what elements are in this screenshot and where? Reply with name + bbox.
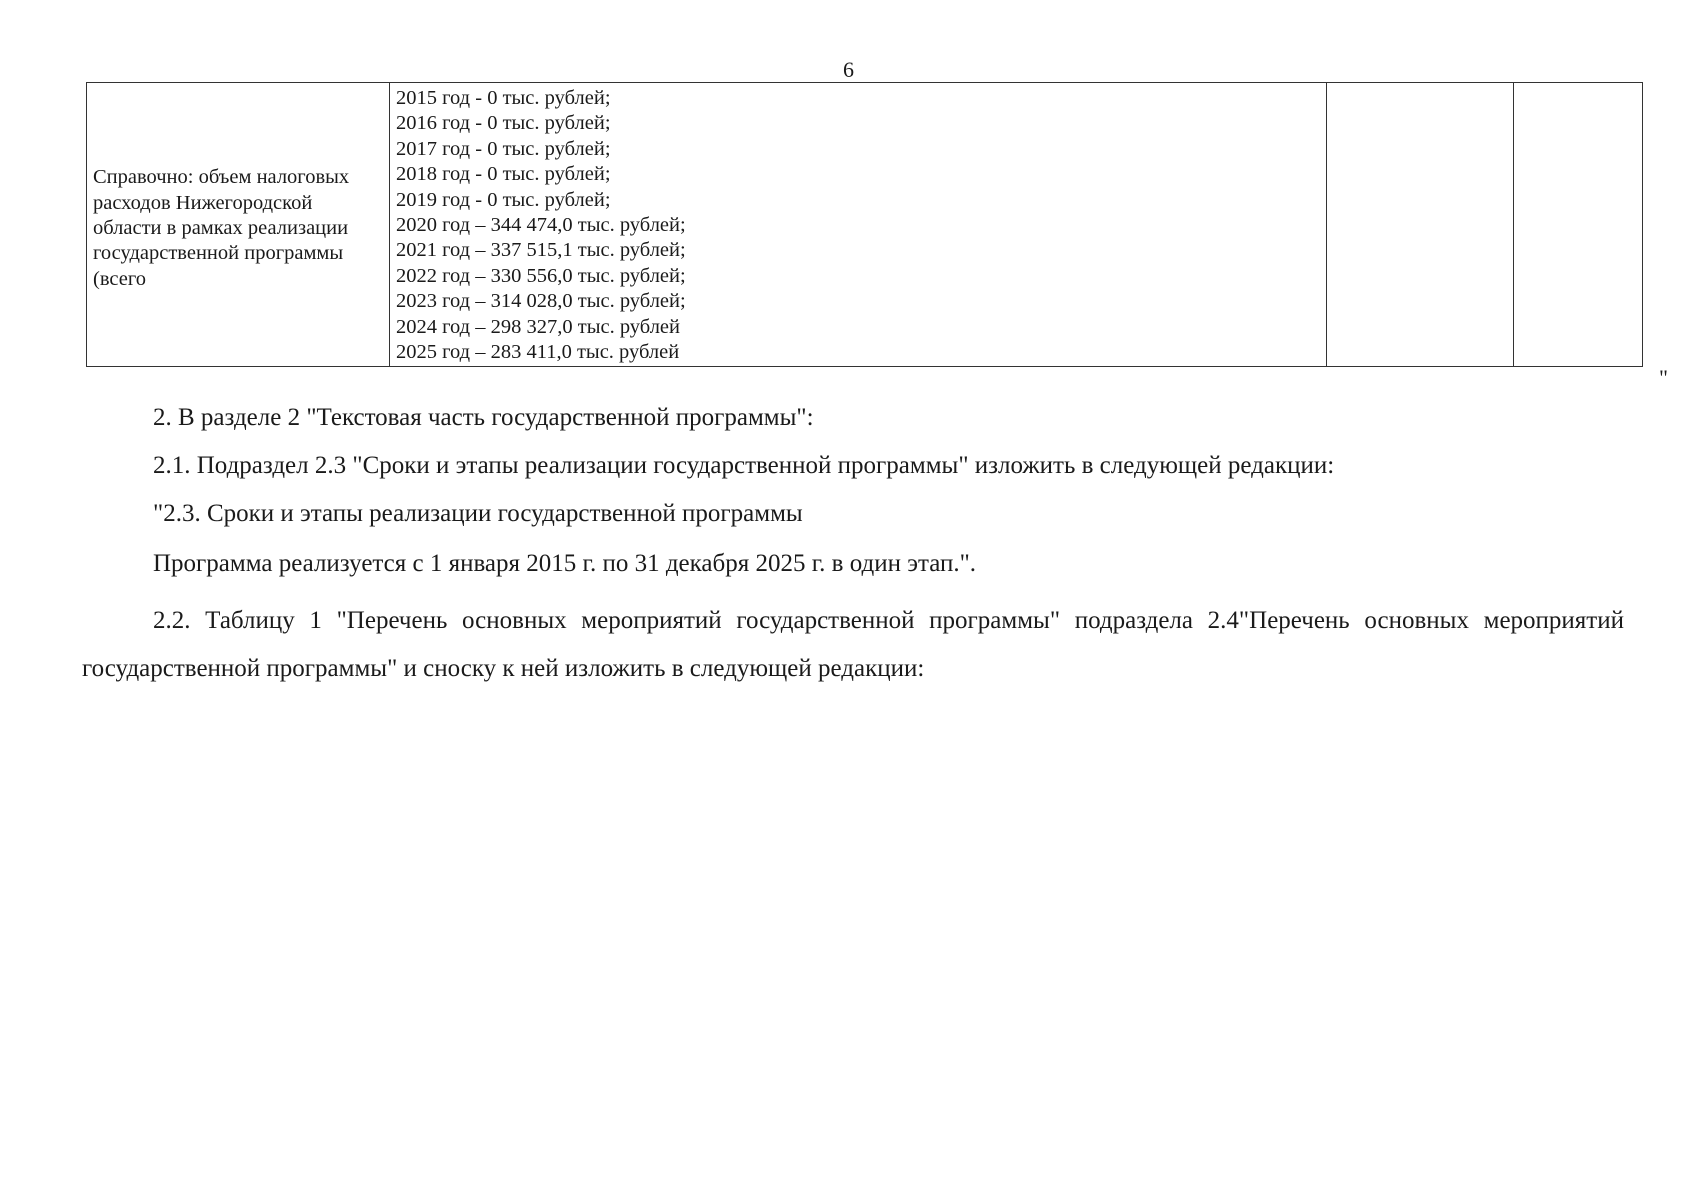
year-line-2025: 2025 год – 283 411,0 тыс. рублей <box>396 341 680 364</box>
empty-cell <box>1327 83 1514 367</box>
row-label-text: Справочно: объем налоговых расходов Нижегородской области в рамках реализации государственной программы (всего <box>93 166 350 290</box>
row-label-cell <box>87 83 390 367</box>
paragraph-subsection-2-3-heading: "2.3. Сроки и этапы реализации государственной программы <box>153 500 803 527</box>
table-row <box>87 83 1643 367</box>
year-line-2017: 2017 год - 0 тыс. рублей; <box>396 137 611 160</box>
paragraph-subsection-2-1: 2.1. Подраздел 2.3 "Сроки и этапы реализации государственной программы" изложить в следующей редакции: <box>153 452 1335 479</box>
paragraph-program-period: Программа реализуется с 1 января 2015 г. по 31 декабря 2025 г. в один этап.". <box>153 550 977 577</box>
year-line-2023: 2023 год – 314 028,0 тыс. рублей; <box>396 290 686 313</box>
year-list <box>390 83 1326 366</box>
row-values-cell <box>390 83 1327 367</box>
year-line-2020: 2020 год – 344 474,0 тыс. рублей; <box>396 214 686 237</box>
year-line-2022: 2022 год – 330 556,0 тыс. рублей; <box>396 264 686 287</box>
paragraph-section-2: 2. В разделе 2 "Текстовая часть государственной программы": <box>153 404 814 431</box>
year-line-2016: 2016 год - 0 тыс. рублей; <box>396 112 611 135</box>
year-line-2019: 2019 год - 0 тыс. рублей; <box>396 188 611 211</box>
year-line-2018: 2018 год - 0 тыс. рублей; <box>396 163 611 186</box>
year-line-2024: 2024 год – 298 327,0 тыс. рублей <box>396 315 680 338</box>
empty-cell <box>1514 83 1643 367</box>
program-passport-table <box>86 82 1643 367</box>
paragraph-subsection-2-2: 2.2. Таблицу 1 "Перечень основных мероприятий государственной программы" подраздела 2.4"Перечень основных мероприятий государственной программы" и сноску к ней изложить в следующей редакции: <box>82 607 1624 682</box>
closing-quote-mark: " <box>1659 365 1668 390</box>
year-line-2021: 2021 год – 337 515,1 тыс. рублей; <box>396 239 686 262</box>
year-line-2015: 2015 год - 0 тыс. рублей; <box>396 87 611 109</box>
page-number: 6 <box>843 57 854 82</box>
